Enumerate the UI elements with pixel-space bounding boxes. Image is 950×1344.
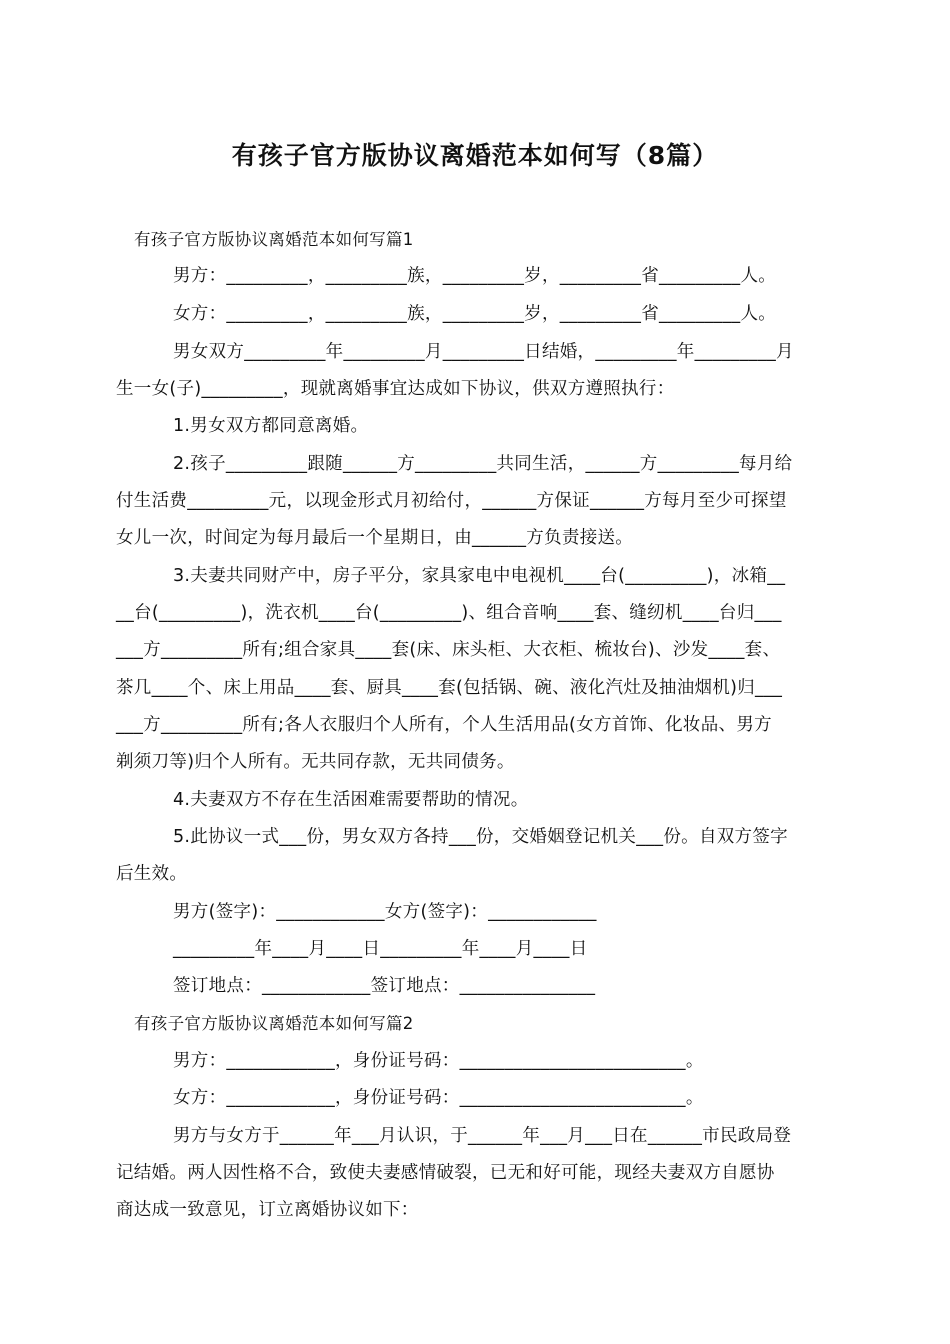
paragraph-line: 4.夫妻双方不存在生活困难需要帮助的情况。	[173, 790, 529, 810]
paragraph-line: 5.此协议一式___份，男女双方各持___份，交婚姻登记机关___份。自双方签字	[173, 827, 788, 847]
section-heading-2: 有孩子官方版协议离婚范本如何写篇2	[134, 1014, 414, 1033]
paragraph-line: __台(_________)，洗衣机____台(_________)、组合音响____套、缝纫机____台归___	[116, 603, 782, 623]
paragraph-line: 男方：_________，_________族，_________岁，_________省_________人。	[173, 266, 777, 286]
paragraph-line: 2.孩子_________跟随______方_________共同生活，______方_________每月给	[173, 454, 793, 474]
paragraph-line: 剃须刀等)归个人所有。无共同存款，无共同债务。	[116, 752, 515, 772]
paragraph-line: ___方_________所有;组合家具____套(床、床头柜、大衣柜、梳妆台)、沙发____套、	[116, 640, 781, 660]
date-line: _________年____月____日_________年____月____日	[173, 939, 588, 959]
paragraph-line: 记结婚。两人因性格不合，致使夫妻感情破裂，已无和好可能，现经夫妻双方自愿协	[116, 1163, 775, 1183]
location-line: 签订地点：____________签订地点：_______________	[173, 976, 596, 996]
paragraph-line: 男方：____________，身份证号码：_________________________。	[173, 1051, 704, 1071]
paragraph-line: 生一女(子)_________，现就离婚事宜达成如下协议，供双方遵照执行：	[116, 379, 675, 399]
paragraph-line: 女方：_________，_________族，_________岁，_________省_________人。	[173, 304, 777, 324]
paragraph-line: 男女双方_________年_________月_________日结婚，_________年_________月	[173, 342, 794, 362]
paragraph-line: 女儿一次，时间定为每月最后一个星期日，由______方负责接送。	[116, 528, 634, 548]
section-heading-1: 有孩子官方版协议离婚范本如何写篇1	[134, 230, 414, 249]
paragraph-line: 付生活费_________元，以现金形式月初给付，______方保证______方每月至少可探望	[116, 491, 787, 511]
paragraph-line: 男方与女方于______年___月认识，于______年___月___日在______市民政局登	[173, 1126, 792, 1146]
paragraph-line: 茶几____个、床上用品____套、厨具____套(包括锅、碗、液化汽灶及抽油烟机)归___	[116, 678, 783, 698]
paragraph-line: 商达成一致意见，订立离婚协议如下：	[116, 1200, 419, 1220]
paragraph-line: 后生效。	[116, 864, 188, 884]
document-title: 有孩子官方版协议离婚范本如何写（8篇）	[231, 141, 719, 170]
paragraph-line: 3.夫妻共同财产中，房子平分，家具家电中电视机____台(_________)，冰箱__	[173, 566, 786, 586]
paragraph-line: ___方_________所有;各人衣服归个人所有，个人生活用品(女方首饰、化妆品、男方	[116, 715, 772, 735]
paragraph-line: 1.男女双方都同意离婚。	[173, 416, 369, 436]
paragraph-line: 女方：____________，身份证号码：_________________________。	[173, 1088, 704, 1108]
signature-line: 男方(签字)：____________女方(签字)：____________	[173, 902, 597, 922]
